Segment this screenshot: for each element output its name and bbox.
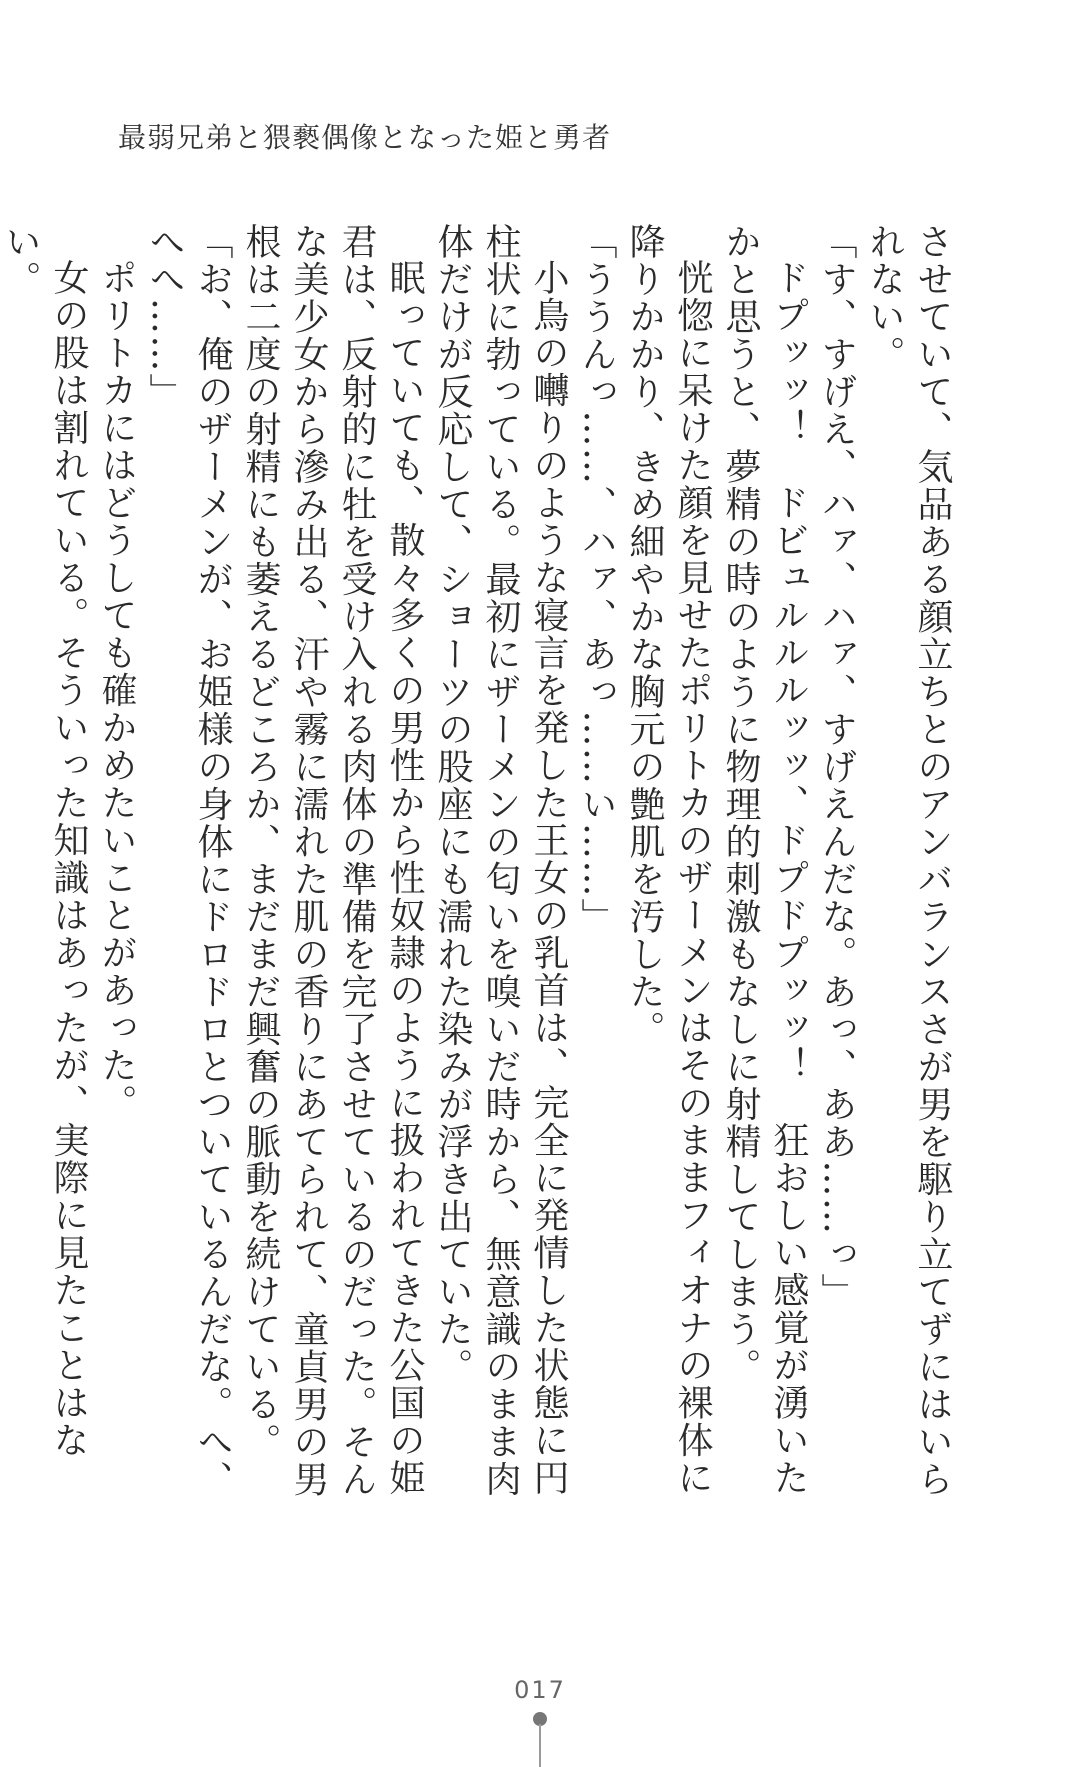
dialogue-line: 「お、俺のザーメンが、お姫様の身体にドロドロとついているんだな。へ、へへ……」 <box>144 223 233 1498</box>
paragraph: 眠っていても、散々多くの男性から性奴隷のように扱われてきた公国の姫君は、反射的に牡を受け入れる肉体の準備を完了させているのだった。そんな美少女から滲み出る、汗や霧に濡れた肌の香りにあてられて、童貞男の男根は二度の射精にも萎えるどころか、まだまだ興奮の脈動を続けている。 <box>240 223 425 1498</box>
dialogue-line: 「す、すげえ、ハァ、ハァ、すげえんだな。あっ、ああ……っ」 <box>816 223 857 1311</box>
page-marker-line <box>539 1724 541 1767</box>
paragraph: ドプッッ！ ドビュルルルッッ、ドプドプッッ！ 狂おしい感覚が湧いたかと思うと、夢精の時のように物理的刺激もなしに射精してしまう。 <box>720 223 809 1497</box>
paragraph: 恍惚に呆けた顔を見せたポリトカのザーメンはそのままフィオナの裸体に降りかかり、きめ細やかな胸元の艶肌を汚した。 <box>624 223 713 1497</box>
paragraph: ポリトカにはどうしても確かめたいことがあった。 <box>96 259 137 1122</box>
body-text <box>0 223 956 1523</box>
dialogue-line: 「ううんっ……、ハァ、あっ……い……」 <box>576 223 617 936</box>
paragraph: 女の股は割れている。そういった知識はあったが、実際に見たことはない。 <box>0 223 89 1459</box>
paragraph: 小鳥の囀りのような寝言を発した王女の乳首は、完全に発情した状態に円柱状に勃っている。最初にザーメンの匂いを嗅いだ時から、無意識のまま肉体だけが反応して、ショーツの股座にも濡れた染みが浮き出ていた。 <box>432 223 569 1498</box>
paragraph: させていて、気品ある顔立ちとのアンバランスさが男を駆り立てずにはいられない。 <box>864 223 953 1498</box>
running-head: 最弱兄弟と猥褻偶像となった姫と勇者 <box>118 121 612 154</box>
page-number: 017 <box>514 1676 566 1704</box>
